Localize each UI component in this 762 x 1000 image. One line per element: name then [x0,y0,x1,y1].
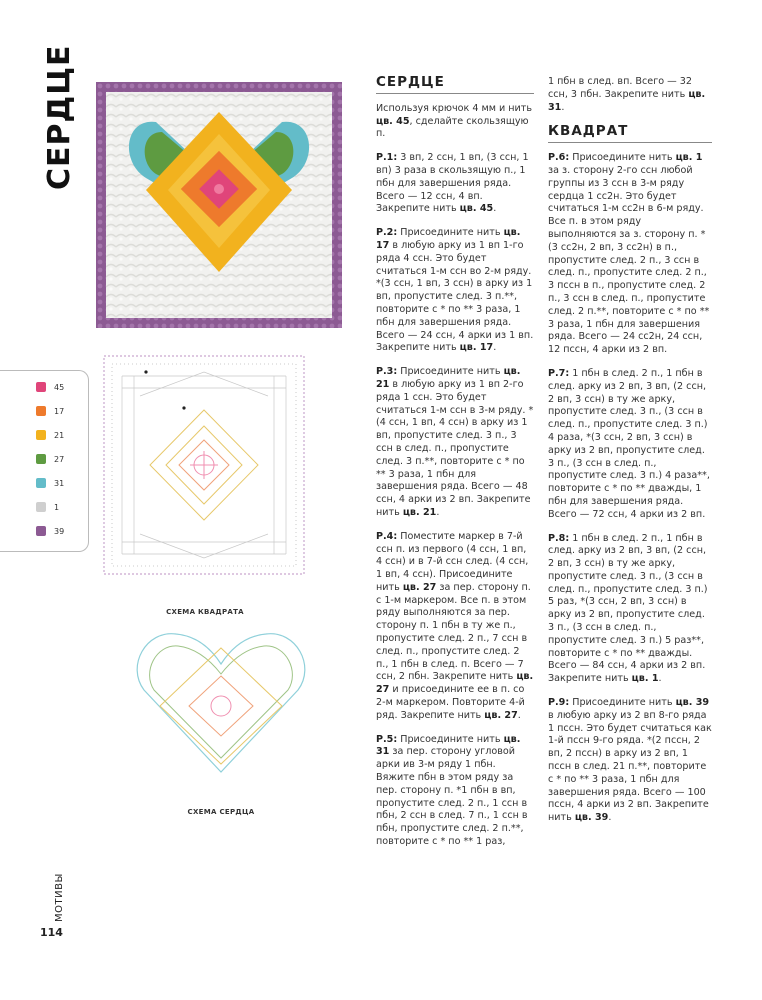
swatch [36,430,46,440]
section-heading-square: КВАДРАТ [548,125,712,143]
swatch [36,454,46,464]
color-legend [0,370,89,552]
paragraph-row-2: Р.2: Присоедините нить цв. 17 в любую арку из 1 вп 1-го ряда 4 ссн. Это будет считаться 1-м ссн во 2-м ряду. *(3 ссн, 1 вп, 3 ссн) в арку из 1 вп, пропустите след. 3 п.**, повторите с * по ** 3 раза, 1 пбн для завершения ряда. Всего — 24 ссн, 4 арки из 1 вп. Закрепите нить цв. 17. [376,227,534,354]
paragraph-row-6: Р.6: Присоедините нить цв. 1 за з. сторону 2-го ссн любой группы из 3 ссн в 3-м ряду сердца 1 сс2н. Это будет считаться 1-м сс2н в 6-м ряду. Все п. в этом ряду выполняются за з. сторону п. *(3 сс2н, 2 вп, 3 сс2н) в п., пропустите след. 2 п., 3 ссн в след. п., пропустите след. 2 п., 3 пссн в п., пропустите след. 2 п., 3 ссн в след. п., пропустите след. 2 п.**, повторите с * по ** 3 раза, 1 пбн для завершения ряда. Всего — 24 сс2н, 24 ссн, 12 пссн, 4 арки из 2 вп. [548,152,710,356]
heart-pink [211,696,231,716]
swatch [36,478,46,488]
legend-number: 21 [54,430,65,440]
pink-dot [214,184,224,194]
caption-square: СХЕМА КВАДРАТА [166,608,244,616]
footer-section [54,873,68,922]
page-title: СЕРДЦЕ [42,44,77,190]
heart-yellow [160,648,282,764]
page-number: 114 [40,926,63,939]
paragraph-row-4: Р.4: Поместите маркер в 7-й ссн п. из первого (4 ссн, 1 вп, 4 ссн) и в 7-й ссн след. (4 ссн, 1 вп, 4 ссн). Присоедините нить цв. 27 за пер. сторону п. с 1-м маркером. Все п. в этом ряду выполняются за пер. сторону п. 1 пбн в ту же п., пропустите след. 2 п., 7 ссн в след. п., пропустите след. 2 п., 1 пбн в след. п. Всего — 7 ссн, 2 пбн. Закрепите нить цв. 27 и присоедините ее в п. со 2-м маркером. Повторите 4-й ряд. Закрепите нить цв. 27. [376,530,534,721]
legend-number: 39 [54,526,65,536]
section-label: МОТИВЫ [54,873,65,922]
paragraph-row-5: Р.5: Присоедините нить цв. 31 за пер. сторону угловой арки ив 3-м ряду 1 пбн. Вяжите пбн в этом ряду за пер. сторону п. *1 пбн в вп, пропустите след. 2 п., 1 ссн в пбн, 2 ссн в след. 7 п., 1 ссн в пбн, пропустите след. 2 п.**, повторите с * по ** 1 раз, [376,733,528,848]
legend-number: 31 [54,478,65,488]
side-title [36,44,80,198]
legend-item [36,453,64,465]
legend-item [36,429,64,441]
legend-item [36,525,64,537]
legend-item [36,501,59,513]
legend-item [36,381,64,393]
heart-outline-blue [137,634,305,772]
section-heading-heart: СЕРДЦЕ [376,76,534,94]
paragraph-intro: Используя крючок 4 мм и нить цв. 45, сделайте скользящую п. [376,102,533,140]
legend-item [36,477,64,489]
heart-orange [189,676,253,736]
paragraph-row-1: Р.1: 3 вп, 2 ссн, 1 вп, (3 ссн, 1 вп) 3 раза в скользящую п., 1 пбн для завершения ряда. Всего — 12 ссн, 4 вп. Закрепите нить цв. 45. [376,152,529,215]
paragraph-row-7: Р.7: 1 пбн в след. 2 п., 1 пбн в след. арку из 2 вп, 3 вп, (2 ссн, 2 вп, 3 ссн) в ту же арку, пропустите след. 3 п., (3 ссн в след. п., пропустите след. 3 п.) 4 раза, *(3 ссн, 2 вп, 3 ссн) в арку из 2 вп, пропустите след. 3 п., (3 ссн в след. п., пропустите след. 3 п.) 4 раза**, повторите с * по ** дважды, 1 пбн для завершения ряда. Всего — 72 ссн, 4 арки из 2 вп. [548,367,710,520]
marker-dot [144,370,147,373]
paragraph-row-8: Р.8: 1 пбн в след. 2 п., 1 пбн в след. арку из 2 вп, 3 вп, (2 ссн, 2 вп, 3 ссн) в ту же арку, пропустите след. 3 п., (3 ссн в след. п., пропустите след. 3 п.) 5 раз, *(3 ссн, 2 вп, 3 ссн) в арку из 2 вп, пропустите след. 3 п., (3 ссн в след. п., пропустите след. 3 п.) 5 раз**, повторите с * по ** дважды. Всего — 84 ссн, 4 арки из 2 вп. Закрепите нить цв. 1. [548,532,708,685]
swatch [36,406,46,416]
marker-dot [182,406,185,409]
legend-item [36,405,64,417]
paragraph-row-5-cont: 1 пбн в след. вп. Всего — 32 ссн, 3 пбн. Закрепите нить цв. 31. [548,76,706,113]
legend-number: 1 [54,502,60,512]
paragraph-row-3: Р.3: Присоедините нить цв. 21 в любую арку из 1 вп 2-го ряда 1 ссн. Это будет считаться 1-м ссн в 3-м ряду. *(4 ссн, 1 вп, 4 ссн) в арку из 1 вп, пропустите след. 3 п., 3 ссн в след. п., пропустите след. 3 п.**, повторите с * по ** 3 раза, 1 пбн для завершения ряда. Всего — 48 ссн, 4 арки из 2 вп. Закрепите нить цв. 21. [376,366,534,518]
chart-pink [190,451,218,479]
heart-outline-green [150,646,293,758]
instructions-column-1 [376,76,534,860]
heart-chart-diagram [132,626,310,778]
caption-heart: СХЕМА СЕРДЦА [187,808,255,816]
swatch [36,526,46,536]
legend-number: 45 [54,382,65,392]
legend-number: 27 [54,454,65,464]
legend-number: 17 [54,406,65,416]
crochet-square-photo [96,82,342,328]
instructions-column-2 [548,76,712,836]
paragraph-row-9: Р.9: Присоедините нить цв. 39 в любую арку из 2 вп 8-го ряда 1 пссн. Это будет считаться как 1-й пссн 9-го ряда. *(2 пссн, 2 вп, 2 пссн) в арку из 2 вп, 1 пссн в след. 21 п.**, повторите с * по ** 3 раза, 1 пбн для завершения ряда. Всего — 100 пссн, 4 арки из 2 вп. Закрепите нить цв. 39. [548,697,712,824]
square-chart-diagram [100,352,308,578]
swatch [36,382,46,392]
swatch [36,502,46,512]
